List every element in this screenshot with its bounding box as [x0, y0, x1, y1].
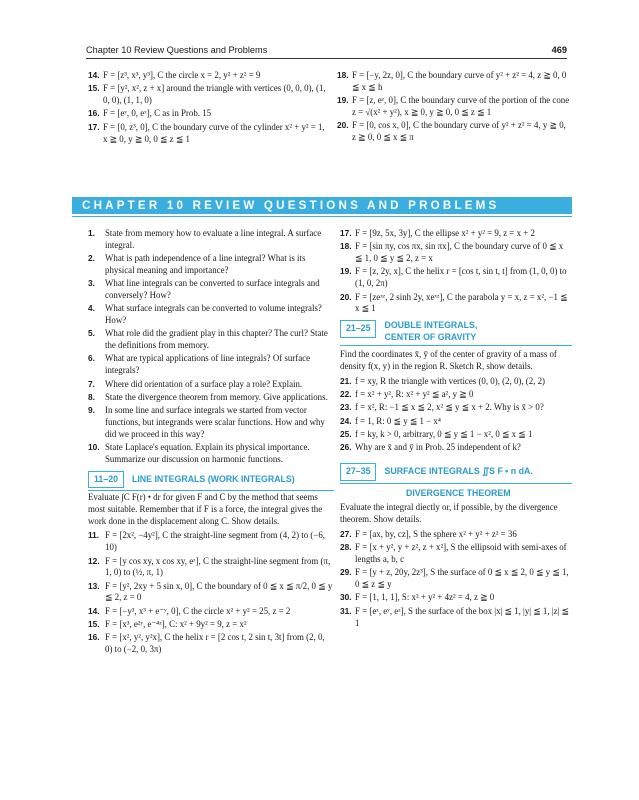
question-number: 3.	[88, 278, 95, 289]
problem-number: 27.	[340, 528, 352, 539]
problem-number: 16.	[88, 632, 100, 643]
section-range-box: 21–25	[340, 320, 376, 338]
question-item	[88, 379, 334, 391]
problem-30	[340, 592, 572, 604]
problem-number: 19.	[337, 95, 349, 106]
header-rule	[86, 58, 567, 59]
problem-text: F = [9z, 5x, 3y], C the ellipse x² + y² = 9, z = x + 2	[355, 228, 535, 238]
question-item	[88, 253, 334, 277]
problem-25	[340, 429, 572, 441]
problem-text: F = [y², x², z + x] around the triangle with vertices (0, 0, 0), (1, 0, 0), (1, 1, 0)	[103, 83, 326, 106]
problem-16	[88, 632, 334, 656]
problem-text: F = [0, z³, 0], C the boundary curve of the cylinder x² + y² = 1, x ≧ 0, y ≧ 0, 0 ≦ z ≦ 1	[103, 121, 325, 144]
problem-17	[340, 228, 572, 240]
section-rule	[340, 483, 572, 484]
question-text: State from memory how to evaluate a line integral. A surface integral.	[105, 228, 322, 250]
problem-19-top	[337, 95, 571, 119]
problem-text: f = xy, R the triangle with vertices (0, 0), (2, 0), (2, 2)	[355, 375, 546, 386]
problem-number: 24.	[340, 415, 352, 426]
section-range-box: 27–35	[340, 463, 376, 481]
problem-text: F = [zeˣᶻ, 2 sinh 2y, xeˣᶻ], C the parabola y = x, z = x², −1 ≦ x ≦ 1	[355, 291, 568, 314]
problem-text: F = [x + y², y + z², z + x²], S the ellipsoid with semi-axes of lengths a, b, c	[355, 542, 567, 565]
problem-number: 16.	[88, 108, 100, 119]
problem-text: F = [z³, x³, y³], C the circle x = 2, y² + z² = 9	[103, 70, 261, 80]
question-item	[88, 278, 334, 302]
problem-number: 30.	[340, 592, 352, 603]
section-header-11-20	[88, 471, 334, 489]
problem-text: F = [ax, by, cz], S the sphere x² + y² + z² = 36	[355, 528, 517, 539]
problem-15-top	[88, 83, 326, 107]
section-title-line2: CENTER OF GRAVITY	[384, 331, 477, 342]
problem-text: f = x² + y², R: x² + y² ≦ a², y ≧ 0	[355, 389, 474, 400]
problem-20	[340, 292, 572, 316]
problem-23	[340, 402, 572, 414]
problem-text: F = [eʸ, 0, eˣ], C as in Prob. 15	[103, 108, 212, 119]
section-subtitle: DIVERGENCE THEOREM	[406, 487, 511, 498]
right-column	[340, 228, 572, 631]
problem-text: f = ky, k > 0, arbitrary, 0 ≦ y ≦ 1 − x², 0 ≦ x ≦ 1	[355, 429, 533, 440]
chapter-title: Chapter 10 Review Questions and Problems	[86, 45, 268, 55]
problem-text: F = [2x², −4y²], C the straight-line segment from (4, 2) to (−6, 10)	[105, 530, 325, 553]
problem-14	[88, 606, 334, 618]
section-title	[384, 320, 477, 343]
problem-number: 22.	[340, 389, 352, 400]
problem-20-top	[337, 120, 571, 144]
question-text: State Laplace's equation. Explain its physical importance. Summarize our discussion on harmonic functions.	[105, 442, 310, 464]
section-title-line1: DOUBLE INTEGRALS,	[384, 320, 478, 331]
problem-22	[340, 389, 572, 401]
problem-29	[340, 567, 572, 591]
section-intro	[88, 492, 334, 527]
problem-number: 12.	[88, 555, 100, 566]
top-left-problems	[88, 70, 326, 147]
question-item	[88, 328, 334, 352]
problem-18	[340, 241, 572, 265]
question-text: In some line and surface integrals we started from vector functions, but integrands were scalar functions. How and why did we proceed in this way?	[105, 405, 325, 439]
problem-27	[340, 529, 572, 541]
problem-text: f = x², R: −1 ≦ x ≦ 2, x² ≦ y ≦ x + 2. Why is x̄ > 0?	[355, 402, 544, 413]
section-rule	[340, 345, 572, 346]
problem-text: F = [−y, 2z, 0], C the boundary curve of y² + z² = 4, z ≧ 0, 0 ≦ x ≦ h	[352, 70, 567, 92]
section-intro: Evaluate the integral diectly or, if possible, by the divergence theorem. Show details.	[340, 502, 558, 525]
problem-number: 25.	[340, 429, 352, 440]
question-text: What surface integrals can be converted to volume integrals? How?	[105, 303, 322, 326]
top-right-problems	[337, 70, 571, 145]
question-item	[88, 228, 334, 252]
problem-16-top	[88, 108, 326, 120]
question-item	[88, 442, 334, 466]
question-number: 4.	[88, 303, 95, 314]
problem-number: 21.	[340, 375, 352, 386]
problem-number: 14.	[88, 70, 100, 80]
problem-text: F = [z, eᶻ, 0], C the boundary curve of the portion of the cone z = √(x² + y²), x ≧ 0, y ≧ 0, 0 ≦ z ≦ 1	[352, 95, 570, 117]
problem-text: Why are x̄ and ȳ in Prob. 25 independent of k?	[355, 442, 521, 453]
running-head	[86, 44, 567, 58]
section-header-27-35	[340, 463, 572, 481]
chapter-review-banner: CHAPTER 10 REVIEW QUESTIONS AND PROBLEMS	[72, 197, 572, 214]
problem-number: 17.	[88, 121, 100, 132]
problem-18-top	[337, 70, 571, 94]
problem-number: 15.	[88, 83, 100, 94]
problem-text: F = [y + z, 20y, 2z³], S the surface of 0 ≦ x ≦ 2, 0 ≦ y ≦ 1, 0 ≦ z ≦ y	[355, 567, 569, 590]
intro-suffix: for given F and C by the method that	[162, 492, 294, 503]
section-header-21-25	[340, 320, 572, 343]
question-number: 2.	[88, 253, 95, 264]
problem-17-top	[88, 122, 326, 146]
section-intro: Find the coordinates x̄, ȳ of the center of gravity of a mass of density f(x, y) in the region R. Sketch R, show details.	[340, 349, 557, 371]
question-text: State the divergence theorem from memory. Give applications.	[105, 391, 328, 402]
problem-31	[340, 606, 572, 630]
problem-text: F = [x³, e²ʸ, e⁻⁴ᶻ], C: x² + 9y² = 9, z = x²	[105, 619, 247, 630]
problem-text: F = [y², 2xy + 5 sin x, 0], C the boundary of 0 ≦ x ≦ π/2, 0 ≦ y ≦ 2, z = 0	[105, 580, 333, 603]
problem-26	[340, 442, 572, 454]
question-text: What are typical applications of line integrals? Of surface integrals?	[105, 353, 311, 376]
line-integral-expression: ∫C F(r) • dr	[121, 492, 161, 503]
problem-number: 20.	[337, 120, 349, 131]
problem-text: F = [y cos xy, x cos xy, eᶻ], C the straight-line segment from (π, 1, 0) to (½, π, 1)	[105, 555, 331, 578]
left-column	[88, 228, 334, 658]
problem-number: 20.	[340, 291, 352, 302]
question-number: 1.	[88, 228, 95, 238]
problem-number: 15.	[88, 619, 100, 630]
problem-15	[88, 619, 334, 631]
intro-prefix: Evaluate	[88, 492, 120, 503]
question-number: 9.	[88, 405, 95, 416]
section-title: SURFACE INTEGRALS ∬S F • n dA.	[384, 466, 533, 477]
problem-12	[88, 556, 334, 580]
question-text: What role did the gradient play in this chapter? The curl? State the definitions from memory.	[105, 328, 328, 351]
question-number: 7.	[88, 378, 95, 389]
question-text: What is path independence of a line integral? What is its physical meaning and importance?	[105, 253, 306, 275]
problem-text: F = [sin πy, cos πx, sin πx], C the boundary curve of 0 ≦ x ≦ 1, 0 ≦ y ≦ 2, z = x	[355, 241, 564, 264]
question-item	[88, 405, 334, 440]
problem-text: f = 1, R: 0 ≦ y ≦ 1 − x⁴	[355, 415, 441, 426]
problem-text: F = [−y³, x³ + e⁻ʸ, 0], C the circle x² + y² = 25, z = 2	[105, 605, 291, 616]
problem-19	[340, 266, 572, 290]
question-number: 10.	[88, 442, 100, 453]
question-number: 5.	[88, 328, 95, 339]
question-item	[88, 392, 334, 404]
problem-number: 17.	[340, 228, 352, 238]
page-number: 469	[551, 45, 567, 55]
problem-number: 28.	[340, 542, 352, 553]
intro-rest: seems most suitable. Remember that if F is a force, the integral gives the work done in the displacement along C. Show details.	[88, 492, 323, 526]
problem-number: 29.	[340, 567, 352, 578]
problem-text: F = [eˣ, eʸ, eᶻ], S the surface of the box |x| ≦ 1, |y| ≦ 1, |z| ≦ 1	[355, 605, 569, 628]
problem-28	[340, 542, 572, 566]
banner-rule	[72, 216, 572, 217]
problem-number: 11.	[88, 530, 100, 541]
question-number: 8.	[88, 391, 95, 402]
section-rule	[88, 490, 334, 491]
section-range-box: 11–20	[88, 471, 124, 489]
question-text: What line integrals can be converted to surface integrals and conversely? How?	[105, 278, 320, 300]
question-number: 6.	[88, 353, 95, 364]
problem-number: 13.	[88, 580, 100, 591]
problem-number: 19.	[340, 266, 352, 277]
problem-text: F = [z, 2y, x], C the helix r = [cos t, sin t, t] from (1, 0, 0) to (1, 0, 2π)	[355, 266, 567, 289]
problem-number: 18.	[337, 70, 349, 80]
problem-number: 18.	[340, 241, 352, 252]
problem-24	[340, 416, 572, 428]
problem-number: 14.	[88, 605, 100, 616]
problem-21	[340, 376, 572, 388]
question-item	[88, 353, 334, 377]
problem-13	[88, 581, 334, 605]
problem-number: 23.	[340, 402, 352, 413]
problem-14-top	[88, 70, 326, 82]
question-text: Where did orientation of a surface play a role? Explain.	[105, 378, 303, 389]
section-title: LINE INTEGRALS (WORK INTEGRALS)	[131, 473, 295, 484]
problem-text: F = [x², y², y²x], C the helix r = [2 cos t, 2 sin t, 3t] from (2, 0, 0) to (−2, 0, 3π)	[105, 632, 325, 655]
problem-11	[88, 530, 334, 554]
problem-number: 31.	[340, 605, 352, 616]
question-item	[88, 303, 334, 327]
problem-text: F = [1, 1, 1], S: x² + y² + 4z² = 4, z ≧ 0	[355, 592, 495, 603]
problem-number: 26.	[340, 442, 352, 453]
problem-text: F = [0, cos x, 0], C the boundary curve of y² + z² = 4, y ≧ 0, z ≧ 0, 0 ≦ x ≦ π	[352, 120, 566, 142]
